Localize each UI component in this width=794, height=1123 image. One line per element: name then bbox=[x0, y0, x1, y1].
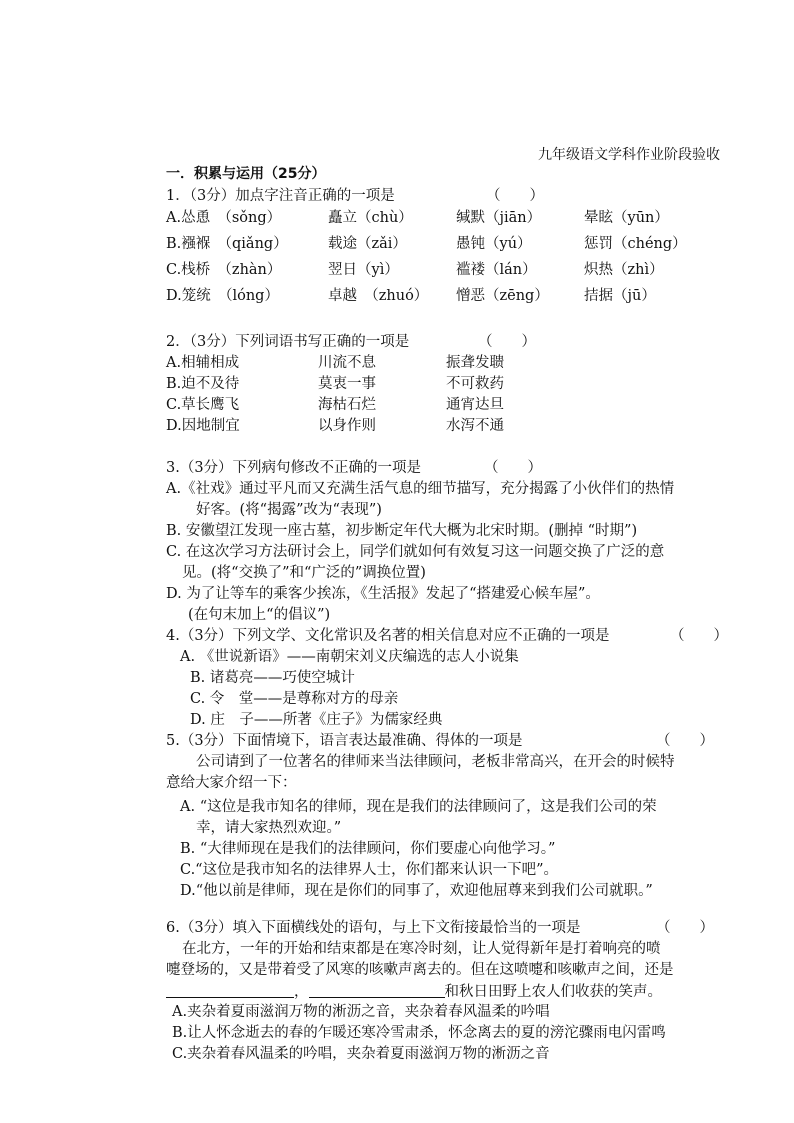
q1-option-c-item-4: 炽热（zhì） bbox=[584, 262, 664, 278]
q3-line-7: (在句末加上“的倡议”) bbox=[188, 607, 331, 623]
question-2-answer-paren: （ ） bbox=[478, 334, 536, 350]
question-6-answer-paren: （ ） bbox=[656, 920, 714, 936]
question-4-stem: 4.（3分）下列文学、文化常识及名著的相关信息对应不正确的一项是 bbox=[166, 628, 610, 644]
q2-option-a-item-1: A.相辅相成 bbox=[166, 355, 240, 371]
question-5-stem: 5.（3分）下面情境下，语言表达最准确、得体的一项是 bbox=[166, 733, 523, 749]
q5-context-line-2: 意给大家介绍一下： bbox=[166, 775, 297, 791]
question-5-answer-paren: （ ） bbox=[656, 733, 714, 749]
q1-option-b-item-1: B.襁褓 （qiǎng） bbox=[166, 236, 288, 252]
question-1-answer-paren: （ ） bbox=[486, 188, 544, 204]
q1-option-a-item-4: 晕眩（yūn） bbox=[584, 210, 669, 226]
q1-option-b-item-4: 惩罚（chéng） bbox=[584, 236, 687, 252]
q3-line-1: A.《社戏》通过平凡而又充满生活气息的细节描写，充分揭露了小伙伴们的热情 bbox=[166, 481, 675, 497]
q1-option-d-item-2: 卓越 （zhuó） bbox=[328, 288, 429, 304]
q5-context-line-1: 公司请到了一位著名的律师来当法律顾问，老板非常高兴，在开会的时候特 bbox=[196, 754, 675, 770]
q1-option-a-item-1: A.怂恿 （sǒng） bbox=[166, 210, 282, 226]
question-1-stem: 1．（3分）加点字注音正确的一项是 bbox=[166, 188, 395, 204]
question-2-stem: 2．（3分）下列词语书写正确的一项是 bbox=[166, 334, 410, 350]
q1-option-d-item-4: 拮据（jū） bbox=[584, 288, 656, 304]
q1-option-c-item-3: 褴褛（lán） bbox=[456, 262, 537, 278]
section-title: 一．积累与运用（25分） bbox=[166, 166, 326, 182]
fill-blank-1[interactable] bbox=[166, 981, 294, 998]
q2-option-d-item-2: 以身作则 bbox=[318, 418, 376, 434]
question-3-answer-paren: （ ） bbox=[484, 460, 542, 476]
q2-option-a-item-3: 振聋发聩 bbox=[446, 355, 504, 371]
q4-option-a: A. 《世说新语》——南朝宋刘义庆编选的志人小说集 bbox=[180, 649, 519, 665]
q6-fill-line bbox=[166, 981, 662, 1002]
q6-passage-line-2: 嚏登场的，又是带着受了风寒的咳嗽声离去的。但在这喷嚏和咳嗽声之间，还是 bbox=[166, 962, 674, 978]
q1-option-c-item-2: 翌日（yì） bbox=[328, 262, 399, 278]
q4-option-d: D. 庄 子——所著《庄子》为儒家经典 bbox=[190, 712, 443, 728]
q2-option-b-item-2: 莫衷一事 bbox=[318, 376, 376, 392]
q1-option-a-item-2: 矗立（chù） bbox=[328, 210, 413, 226]
q5-option-a-line-2: 幸，请大家热烈欢迎。” bbox=[196, 820, 342, 836]
q2-option-d-item-3: 水泻不通 bbox=[446, 418, 504, 434]
q6-option-b: B.让人怀念逝去的春的乍暖还寒冷雪肃杀，怀念离去的夏的滂沱骤雨电闪雷鸣 bbox=[172, 1025, 666, 1041]
q5-option-b: B. “大律师现在是我们的法律顾问，你们要虚心向他学习。” bbox=[180, 841, 556, 857]
fill-tail: 和秋日田野上农人们收获的笑声。 bbox=[444, 984, 662, 1000]
q2-option-b-item-3: 不可救药 bbox=[446, 376, 504, 392]
q1-option-c-item-1: C.栈桥 （zhàn） bbox=[166, 262, 282, 278]
q3-line-5: 见。(将“交换了”和“广泛的”调换位置) bbox=[182, 565, 426, 581]
q2-option-d-item-1: D.因地制宜 bbox=[166, 418, 240, 434]
q3-line-3: B. 安徽望江发现一座古墓，初步断定年代大概为北宋时期。(删掉 “时期”) bbox=[166, 523, 638, 539]
q2-option-b-item-1: B.迫不及待 bbox=[166, 376, 240, 392]
q1-option-d-item-3: 憎恶（zēng） bbox=[456, 288, 549, 304]
q5-option-d: D.“他以前是律师，现在是你们的同事了，欢迎他屈尊来到我们公司就职。” bbox=[180, 883, 653, 899]
q2-option-a-item-2: 川流不息 bbox=[318, 355, 376, 371]
q2-option-c-item-1: C.草长鹰飞 bbox=[166, 397, 240, 413]
document-header: 九年级语文学科作业阶段验收 bbox=[538, 147, 720, 163]
question-6-stem: 6.（3分）填入下面横线处的语句，与上下文衔接最恰当的一项是 bbox=[166, 920, 581, 936]
q3-line-4: C. 在这次学习方法研讨会上，同学们就如何有效复习这一问题交换了广泛的意 bbox=[166, 544, 665, 560]
q5-option-c: C.“这位是我市知名的法律界人士，你们都来认识一下吧”。 bbox=[180, 862, 559, 878]
q1-option-b-item-2: 载途（zǎi） bbox=[328, 236, 407, 252]
fill-blank-2[interactable] bbox=[309, 981, 445, 998]
q1-option-d-item-1: D.笼统 （lóng） bbox=[166, 288, 279, 304]
fill-separator: ， bbox=[294, 984, 309, 1000]
q3-line-2: 好客。(将“揭露”改为“表现”) bbox=[196, 502, 382, 518]
q4-option-b: B. 诸葛亮——巧使空城计 bbox=[190, 670, 355, 686]
question-3-stem: 3.（3分）下列病句修改不正确的一项是 bbox=[166, 460, 422, 476]
q2-option-c-item-2: 海枯石烂 bbox=[318, 397, 376, 413]
q3-line-6: D. 为了让等车的乘客少挨冻，《生活报》发起了“搭建爱心候车屋”。 bbox=[166, 586, 600, 602]
q5-option-a-line-1: A. “这位是我市知名的律师，现在是我们的法律顾问了，这是我们公司的荣 bbox=[180, 799, 657, 815]
q1-option-a-item-3: 缄默（jiān） bbox=[456, 210, 542, 226]
q2-option-c-item-3: 通宵达旦 bbox=[446, 397, 504, 413]
q1-option-b-item-3: 愚钝（yú） bbox=[456, 236, 532, 252]
q6-passage-line-1: 在北方，一年的开始和结束都是在寒冷时刻，让人觉得新年是打着响亮的喷 bbox=[182, 941, 661, 957]
q6-option-a: A.夹杂着夏雨滋润万物的淅沥之音，夹杂着春风温柔的吟唱 bbox=[172, 1004, 550, 1020]
q4-option-c: C. 令 堂——是尊称对方的母亲 bbox=[190, 691, 399, 707]
q6-option-c: C.夹杂着春风温柔的吟唱，夹杂着夏雨滋润万物的淅沥之音 bbox=[172, 1046, 550, 1062]
question-4-answer-paren: （ ） bbox=[670, 628, 728, 644]
